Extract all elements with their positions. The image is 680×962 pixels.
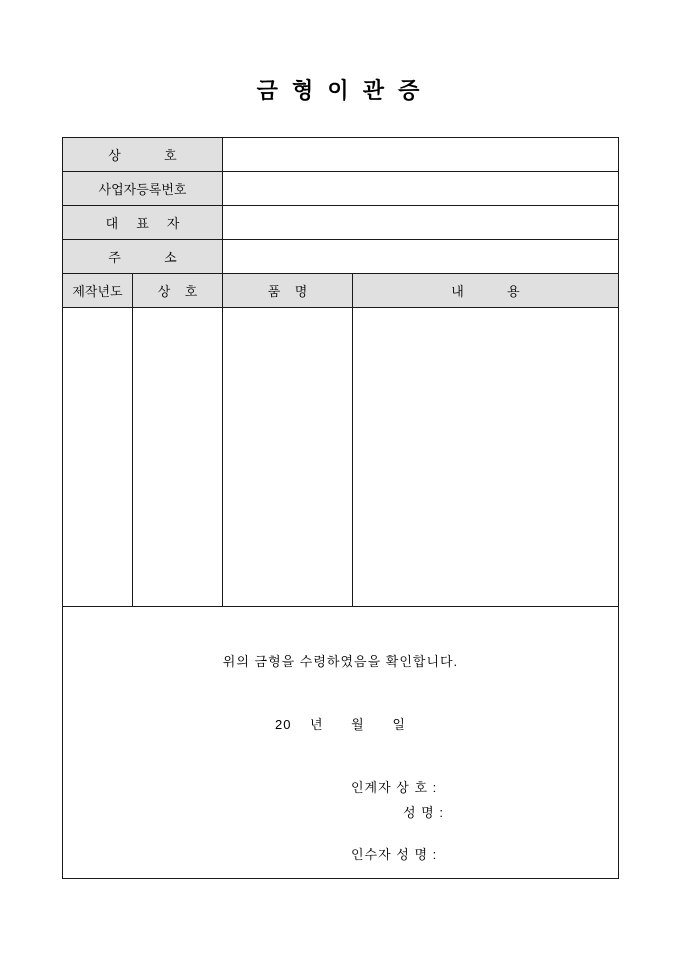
address-row: [63, 240, 619, 274]
address-label: 주 소: [63, 240, 223, 274]
document-title: 금 형 이 관 증: [256, 78, 424, 103]
detail-body-row: [63, 308, 619, 607]
detail-header-row: [63, 274, 619, 308]
business-number-row: [63, 172, 619, 206]
col-header-company: 상 호: [133, 274, 223, 308]
business-number-field: [223, 172, 619, 206]
transferor-company-line: 인계자 상 호 :: [351, 779, 438, 795]
address-field: [223, 240, 619, 274]
company-name-field: [223, 138, 619, 172]
confirmation-text: 위의 금형을 수령하였음을 확인합니다.: [222, 653, 459, 669]
col-header-product-name: 품 명: [223, 274, 353, 308]
description-cell: [353, 308, 619, 607]
representative-label: 대 표 자: [63, 206, 223, 240]
transferor-name-line: 성 명 :: [403, 804, 444, 820]
business-number-label: 사업자등록번호: [63, 172, 223, 206]
representative-field: [223, 206, 619, 240]
receiver-name-line: 인수자 성 명 :: [351, 846, 438, 862]
signature-block: [351, 775, 618, 867]
col-header-description: 내 용: [353, 274, 619, 308]
confirmation-row: [63, 607, 619, 879]
col-header-production-year: 제작년도: [63, 274, 133, 308]
product-name-cell: [223, 308, 353, 607]
transfer-form-table: [62, 137, 619, 879]
company-cell: [133, 308, 223, 607]
confirmation-section: [63, 607, 619, 879]
production-year-cell: [63, 308, 133, 607]
date-line: 20 년 월 일: [275, 716, 406, 732]
company-name-row: [63, 138, 619, 172]
representative-row: [63, 206, 619, 240]
company-name-label: 상 호: [63, 138, 223, 172]
